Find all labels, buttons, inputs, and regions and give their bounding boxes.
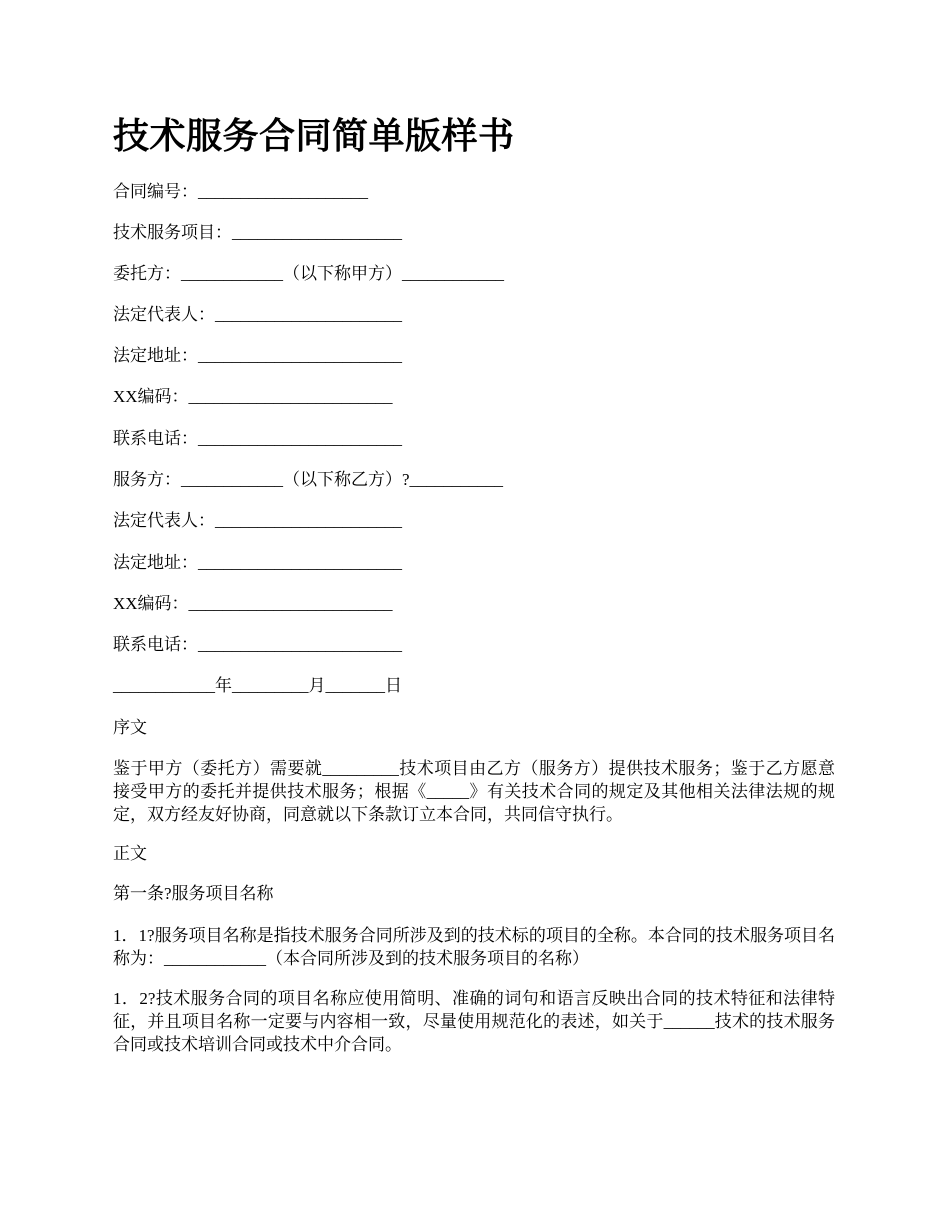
article-1-heading: 第一条?服务项目名称 <box>113 884 274 903</box>
clause-1-1: 1．1?服务项目名称是指技术服务合同所涉及到的技术标的项目的全称。本合同的技术服务项目名称为：____________（本合同所涉及到的技术服务项目的名称） <box>113 926 835 968</box>
service-code-field: XX编码：________________________ <box>113 594 393 613</box>
preface-heading: 序文 <box>113 718 147 737</box>
document-title: 技术服务合同简单版样书 <box>113 116 515 156</box>
body-heading: 正文 <box>113 844 147 863</box>
service-party-field: 服务方：____________（以下称乙方）?___________ <box>113 470 504 489</box>
client-legal-rep-field: 法定代表人：______________________ <box>113 305 402 324</box>
client-party-field: 委托方：____________（以下称甲方）____________ <box>113 264 504 283</box>
service-legal-address-field: 法定地址：________________________ <box>113 553 402 572</box>
contract-number-field: 合同编号：____________________ <box>113 182 368 201</box>
service-legal-rep-field: 法定代表人：______________________ <box>113 511 402 530</box>
client-code-field: XX编码：________________________ <box>113 387 393 406</box>
date-field: ____________年_________月_______日 <box>113 676 402 695</box>
service-phone-field: 联系电话：________________________ <box>113 635 402 654</box>
preface-paragraph: 鉴于甲方（委托方）需要就_________技术项目由乙方（服务方）提供技术服务；鉴于乙方愿意接受甲方的委托并提供技术服务；根据《_____》有关技术合同的规定及其他相关法律法规的规定，双方经友好协商，同意就以下条款订立本合同，共同信守执行。 <box>113 759 835 824</box>
service-project-field: 技术服务项目：____________________ <box>113 223 402 242</box>
clause-1-2: 1．2?技术服务合同的项目名称应使用简明、准确的词句和语言反映出合同的技术特征和法律特征，并且项目名称一定要与内容相一致，尽量使用规范化的表述，如关于______技术的技术服务合同或技术培训合同或技术中介合同。 <box>113 989 835 1054</box>
client-legal-address-field: 法定地址：________________________ <box>113 346 402 365</box>
client-phone-field: 联系电话：________________________ <box>113 429 402 448</box>
